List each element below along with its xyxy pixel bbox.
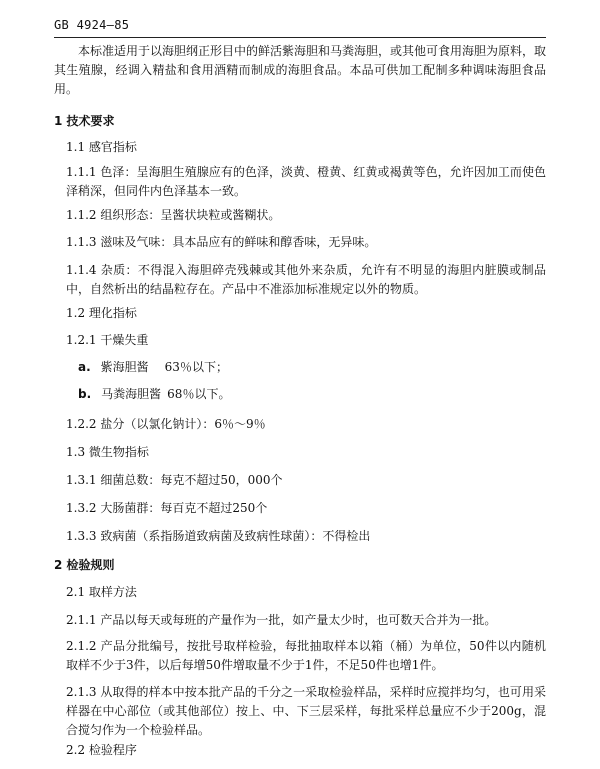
clause-1-3-1: 1.3.1 细菌总数：每克不超过50，000个 bbox=[66, 473, 283, 487]
heading-1-2: 1.2 理化指标 bbox=[66, 306, 137, 320]
clause-1-1-4 bbox=[54, 261, 546, 299]
item-a-letter: a. bbox=[78, 360, 91, 374]
clause-1-2-2: 1.2.2 盐分（以氯化钠计）：6％～9％ bbox=[66, 417, 266, 431]
clause-1-1-3: 1.1.3 滋味及气味：具本品应有的鲜味和醇香味，无异味。 bbox=[66, 235, 377, 249]
standard-code: GB 4924—85 bbox=[54, 18, 130, 32]
clause-2-1-3 bbox=[54, 683, 546, 740]
clause-2-1-2-text: 2.1.2 产品分批编号，按批号取样检验，每批抽取样本以箱（桶）为单位，50件以内随机取样不少于3件，以后每增50件增取量不少于1件，不足50件也增1件。 bbox=[66, 639, 546, 672]
item-a bbox=[78, 358, 228, 376]
clause-1-1-1-text: 1.1.1 色泽：呈海胆生殖腺应有的色泽，淡黄、橙黄、红黄或褐黄等色，允许因加工而使色泽稍深，但同件内色泽基本一致。 bbox=[66, 165, 546, 198]
heading-2-1: 2.1 取样方法 bbox=[66, 585, 137, 599]
header-rule bbox=[54, 37, 546, 38]
clause-1-3-2: 1.3.2 大肠菌群：每百克不超过250个 bbox=[66, 501, 268, 515]
item-b-value: 68％以下。 bbox=[167, 387, 231, 401]
heading-1-3: 1.3 微生物指标 bbox=[66, 445, 149, 459]
item-b-letter: b. bbox=[78, 387, 92, 401]
section-1-title: 1 技术要求 bbox=[54, 114, 115, 128]
intro-paragraph: 本标准适用于以海胆纲正形目中的鲜活紫海胆和马粪海胆，或其他可食用海胆为原料，取其生殖腺，经调入精盐和食用酒精而制成的海胆食品。本品可供加工配制多种调味海胆食品用。 bbox=[54, 44, 547, 96]
item-b-name: 马粪海胆酱 bbox=[101, 387, 162, 401]
clause-1-1-4-text: 1.1.4 杂质：不得混入海胆碎壳残棘或其他外来杂质，允许有不明显的海胆内脏膜或制品中，自然析出的结晶粒存在。产品中不准添加标准规定以外的物质。 bbox=[66, 263, 546, 296]
heading-2-2: 2.2 检验程序 bbox=[66, 743, 137, 757]
clause-1-1-1 bbox=[54, 163, 546, 201]
heading-1-1: 1.1 感官指标 bbox=[66, 140, 137, 154]
heading-1-2-1: 1.2.1 干燥失重 bbox=[66, 333, 149, 347]
clause-2-1-1: 2.1.1 产品以每天或每班的产量作为一批，如产量太少时，也可数天合并为一批。 bbox=[66, 613, 497, 627]
item-a-value: 63％以下； bbox=[164, 360, 228, 374]
item-b bbox=[78, 385, 230, 403]
clause-2-1-2 bbox=[54, 637, 546, 675]
clause-2-1-3-text: 2.1.3 从取得的样本中按本批产品的千分之一采取检验样品，采样时应搅拌均匀，也可用采样器在中心部位（或其他部位）按上、中、下三层采样，每批采样总量应不少于200g，混合搅匀作为一个检验样品。 bbox=[66, 685, 546, 737]
section-2-title: 2 检验规则 bbox=[54, 558, 115, 572]
clause-1-3-3: 1.3.3 致病菌（系指肠道致病菌及致病性球菌）：不得检出 bbox=[66, 529, 371, 543]
clause-1-1-2: 1.1.2 组织形态：呈酱状块粒或酱糊状。 bbox=[66, 208, 281, 222]
item-a-name: 紫海胆酱 bbox=[100, 360, 149, 374]
